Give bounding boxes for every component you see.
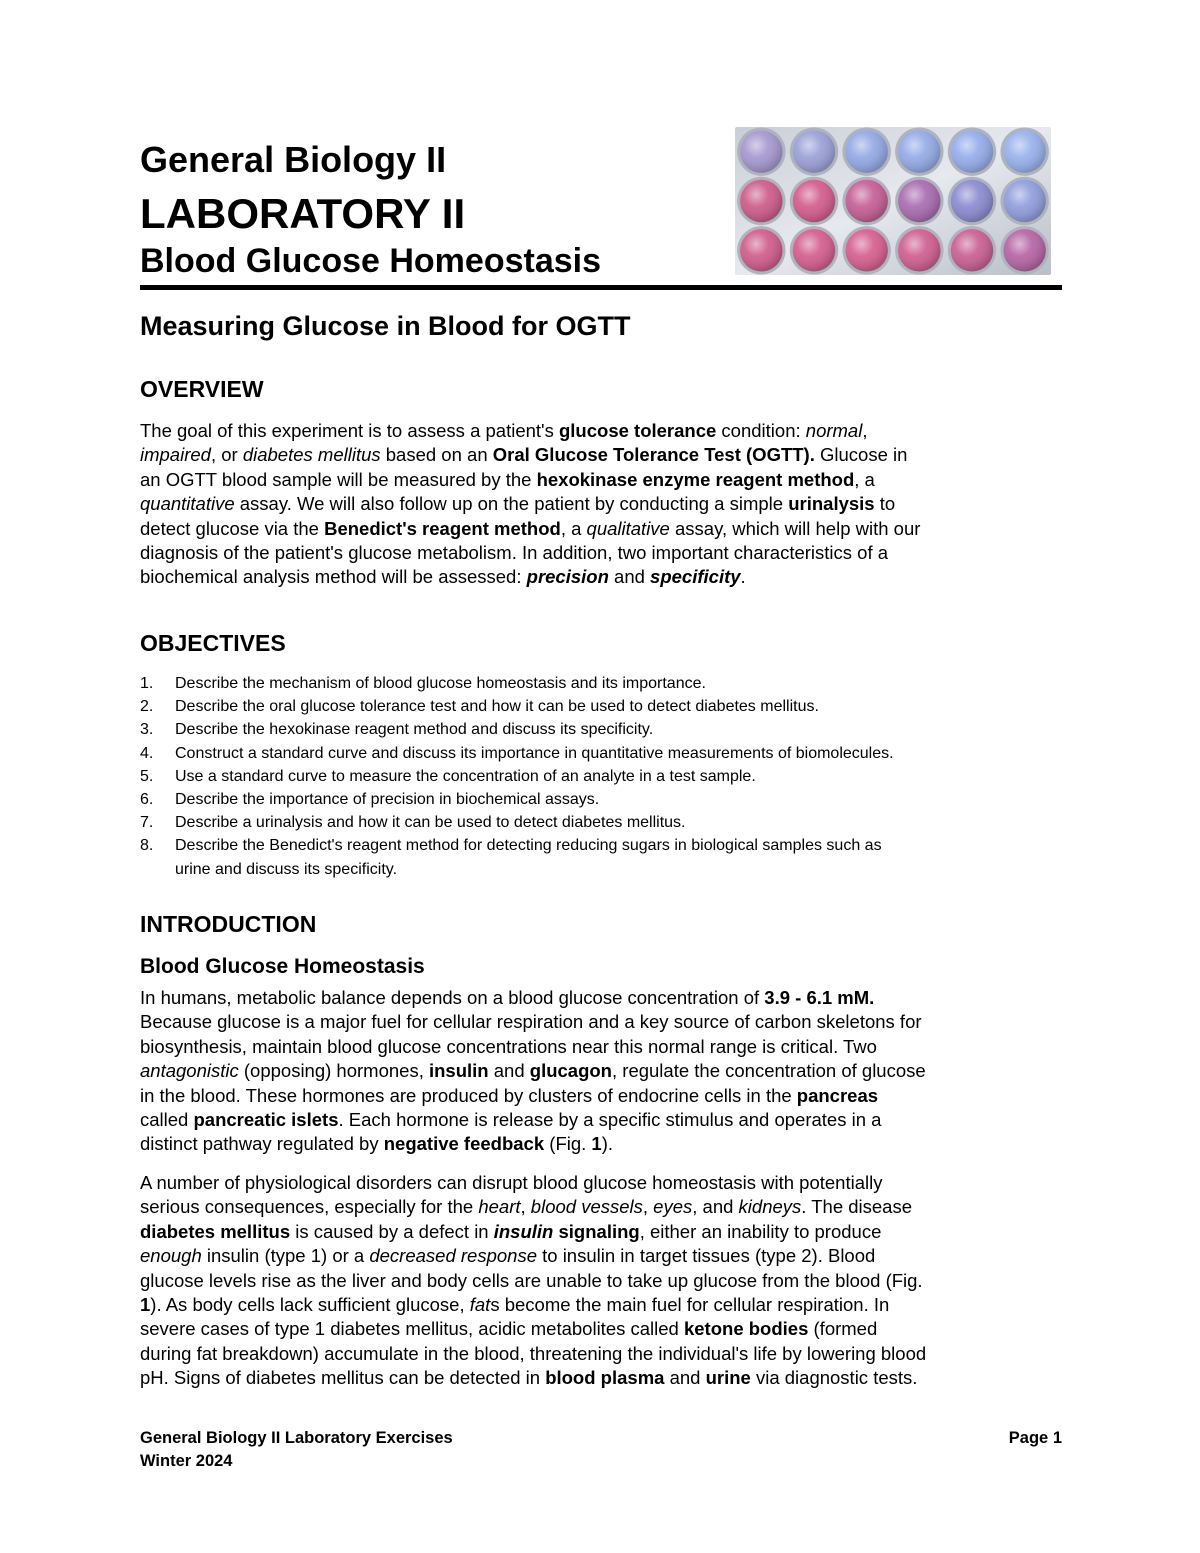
well-plate-svg: [735, 127, 1051, 275]
objective-text: Use a standard curve to measure the concentration of an analyte in a test sample.: [175, 767, 756, 785]
text-run: , or: [210, 444, 243, 466]
text-line: [140, 517, 1062, 541]
text-run: urine: [705, 1367, 751, 1389]
well-highlight: [793, 180, 835, 222]
objective-number: 4.: [140, 744, 154, 762]
objective-number: 5.: [140, 767, 154, 785]
well-highlight: [898, 180, 940, 222]
text-run: (Fig.: [544, 1133, 592, 1155]
objective-item: [140, 672, 1062, 695]
text-run: . The disease: [801, 1196, 913, 1218]
text-run: .: [740, 566, 746, 588]
text-run: based on an: [380, 444, 493, 466]
well-highlight: [951, 180, 993, 222]
text-run: serious consequences, especially for the: [140, 1196, 479, 1218]
text-run: and: [664, 1367, 706, 1389]
text-run: Because glucose is a major fuel for cellular respiration and a key source of carbon skeletons for: [140, 1011, 922, 1033]
text-line: [140, 1244, 1062, 1268]
text-line: [140, 1035, 1062, 1059]
text-run: and: [488, 1060, 530, 1082]
text-line: [140, 1084, 1062, 1108]
text-run: heart: [478, 1196, 521, 1218]
text-run: diabetes mellitus: [242, 444, 381, 466]
blood-glucose-subheading: Blood Glucose Homeostasis: [140, 955, 425, 978]
text-line: [140, 1317, 1062, 1341]
text-run: to insulin in target tissues (type 2). Blood: [536, 1245, 876, 1267]
text-run: 1: [591, 1133, 602, 1155]
text-run: In humans, metabolic balance depends on a blood glucose concentration of: [140, 987, 765, 1008]
text-run: in the blood. These hormones are produced by clusters of endocrine cells in the: [140, 1084, 797, 1106]
overview-heading: OVERVIEW: [140, 376, 264, 402]
text-line: [140, 986, 1062, 1010]
text-run: assay. We will also follow up on the patient by conducting a simple: [234, 493, 789, 515]
text-run: called: [140, 1109, 194, 1131]
text-run: pancreas: [796, 1084, 879, 1106]
objective-text: Describe the hexokinase reagent method and discuss its specificity.: [175, 721, 654, 739]
well-plate-photo: [735, 127, 1051, 275]
text-run: pH. Signs of diabetes mellitus can be detected in: [140, 1367, 546, 1389]
text-run: insulin: [493, 1220, 554, 1242]
objective-number: 7.: [140, 814, 154, 832]
text-run: via diagnostic tests.: [750, 1367, 918, 1389]
text-line: [140, 1010, 1062, 1034]
text-run: Oral Glucose Tolerance Test (OGTT).: [492, 444, 815, 466]
well-highlight: [793, 130, 835, 172]
text-run: enough: [140, 1245, 202, 1267]
text-line: [140, 1269, 1062, 1293]
well-highlight: [845, 180, 887, 222]
text-line: [140, 541, 1062, 565]
objective-item: [140, 811, 1062, 834]
intro-paragraph-2: [140, 1171, 1062, 1391]
objectives-list: [140, 672, 1062, 881]
header-rule: [140, 285, 1062, 290]
text-run: blood plasma: [545, 1367, 665, 1389]
text-run: during fat breakdown) accumulate in the blood, threatening the individual's life by lowering blood: [140, 1342, 927, 1364]
text-line: [140, 1342, 1062, 1366]
text-run: glucose levels rise as the liver and body cells are unable to take up glucose from the blood (Fig.: [140, 1269, 923, 1291]
objective-text: Construct a standard curve and discuss its importance in quantitative measurements of biomolecules.: [175, 744, 894, 762]
text-run: diagnosis of the patient's glucose metabolism. In addition, two important characteristics of a: [140, 542, 889, 564]
text-run: (opposing) hormones,: [238, 1060, 429, 1082]
text-run: severe cases of type 1 diabetes mellitus, acidic metabolites called: [140, 1318, 684, 1340]
text-run: Benedict's reagent method: [324, 517, 561, 539]
objective-text: urine and discuss its specificity.: [175, 860, 398, 878]
text-run: biochemical analysis method will be assessed:: [140, 566, 527, 588]
text-run: hexokinase enzyme reagent method: [536, 468, 855, 490]
text-line: [140, 1293, 1062, 1317]
text-line: [140, 468, 1062, 492]
text-line: [140, 565, 1062, 589]
text-run: and: [608, 566, 651, 588]
text-run: insulin (type 1) or a: [201, 1245, 370, 1267]
well-highlight: [845, 229, 887, 271]
text-run: insulin: [428, 1060, 489, 1082]
text-line: [140, 1195, 1062, 1219]
text-run: s become the main fuel for cellular respiration. In: [490, 1294, 890, 1316]
well-highlight: [845, 130, 887, 172]
objective-number: 2.: [140, 698, 154, 716]
text-run: kidneys: [738, 1196, 802, 1218]
text-line: [140, 1132, 1062, 1156]
text-run: Glucose in: [814, 444, 908, 466]
introduction-heading: INTRODUCTION: [140, 911, 317, 937]
overview-paragraph: [140, 419, 1062, 590]
text-run: urinalysis: [788, 493, 875, 515]
text-run: ). As body cells lack sufficient glucose,: [150, 1294, 470, 1316]
objective-number: 3.: [140, 721, 154, 739]
text-run: an OGTT blood sample will be measured by the: [140, 468, 537, 490]
well-highlight: [1003, 130, 1045, 172]
objective-item: [140, 742, 1062, 765]
text-run: blood vessels: [530, 1196, 643, 1218]
well-highlight: [951, 130, 993, 172]
objective-text: Describe the mechanism of blood glucose homeostasis and its importance.: [175, 675, 706, 692]
text-run: (formed: [808, 1318, 878, 1340]
text-run: assay, which will help with our: [669, 517, 921, 539]
text-run: qualitative: [586, 517, 670, 539]
objective-text: Describe a urinalysis and how it can be used to detect diabetes mellitus.: [175, 814, 686, 832]
text-run: , a: [854, 468, 875, 490]
text-run: negative feedback: [383, 1133, 545, 1155]
text-run: ,: [862, 420, 868, 441]
text-run: glucose tolerance: [558, 420, 717, 441]
objective-text: Describe the oral glucose tolerance test and how it can be used to detect diabetes mellitus.: [175, 698, 819, 716]
footer-course: General Biology II Laboratory Exercises: [140, 1429, 453, 1447]
text-run: fat: [469, 1294, 491, 1316]
well-highlight: [898, 130, 940, 172]
objective-number: 8.: [140, 837, 154, 855]
text-run: normal: [805, 420, 863, 441]
objective-item: [140, 788, 1062, 811]
well-highlight: [793, 229, 835, 271]
text-run: glucagon: [529, 1060, 612, 1082]
well-highlight: [951, 229, 993, 271]
text-run: specificity: [650, 566, 741, 588]
footer-page-number: Page 1: [1008, 1429, 1062, 1447]
text-run: . Each hormone is release by a specific stimulus and operates in a: [338, 1109, 882, 1131]
text-run: distinct pathway regulated by: [140, 1133, 384, 1155]
well-highlight: [740, 180, 782, 222]
text-run: , a: [560, 517, 587, 539]
text-line: [140, 443, 1062, 467]
lab-title: LABORATORY II: [140, 190, 466, 237]
text-run: biosynthesis, maintain blood glucose concentrations near this normal range is critical. Two: [140, 1035, 877, 1057]
objective-item: [140, 765, 1062, 788]
text-line: [140, 1171, 1062, 1195]
text-run: is caused by a defect in: [290, 1220, 494, 1242]
objective-text: Describe the Benedict's reagent method for detecting reducing sugars in biological samples such as: [175, 837, 882, 855]
well-highlight: [740, 130, 782, 172]
text-line: [140, 419, 1062, 443]
text-run: impaired: [140, 444, 211, 466]
text-run: , and: [692, 1196, 739, 1218]
text-run: , either an inability to produce: [639, 1220, 882, 1242]
objectives-heading: OBJECTIVES: [140, 630, 286, 656]
text-run: signaling: [558, 1220, 640, 1242]
text-run: decreased response: [369, 1245, 537, 1267]
text-line: [140, 492, 1062, 516]
text-run: ,: [642, 1196, 654, 1218]
text-run: antagonistic: [140, 1060, 239, 1082]
text-run: quantitative: [140, 493, 235, 515]
text-line: [140, 1220, 1062, 1244]
text-run: eyes: [653, 1196, 693, 1218]
objective-number: 1.: [140, 675, 154, 692]
objective-item: [140, 834, 1062, 880]
footer-term: Winter 2024: [140, 1452, 233, 1470]
objective-item: [140, 695, 1062, 718]
course-title: General Biology II: [140, 139, 447, 180]
text-run: The goal of this experiment is to assess a patient's: [140, 420, 559, 441]
text-run: ).: [601, 1133, 614, 1155]
text-run: precision: [526, 566, 609, 588]
objective-number: 6.: [140, 791, 154, 809]
intro-paragraph-1: [140, 986, 1062, 1157]
text-run: detect glucose via the: [140, 517, 325, 539]
well-highlight: [898, 229, 940, 271]
document-page: [140, 0, 1062, 1553]
text-line: [140, 1059, 1062, 1083]
objective-item: [140, 718, 1062, 741]
well-highlight: [740, 229, 782, 271]
text-run: , regulate the concentration of glucose: [612, 1060, 926, 1082]
text-run: condition:: [716, 420, 806, 441]
text-line: [140, 1108, 1062, 1132]
topic-title: Blood Glucose Homeostasis: [140, 242, 601, 280]
text-run: 3.9 - 6.1 mM.: [764, 987, 875, 1008]
text-run: A number of physiological disorders can disrupt blood glucose homeostasis with potentially: [140, 1172, 883, 1193]
well-highlight: [1003, 180, 1045, 222]
text-run: ,: [520, 1196, 531, 1218]
objective-text: Describe the importance of precision in biochemical assays.: [175, 791, 600, 809]
text-line: [140, 1366, 1062, 1390]
text-run: pancreatic islets: [193, 1109, 339, 1131]
well-highlight: [1003, 229, 1045, 271]
document-subtitle: Measuring Glucose in Blood for OGTT: [140, 311, 631, 341]
text-run: to: [874, 493, 896, 515]
text-run: diabetes mellitus: [140, 1220, 291, 1242]
text-run: ketone bodies: [683, 1318, 809, 1340]
text-run: 1: [140, 1294, 151, 1316]
